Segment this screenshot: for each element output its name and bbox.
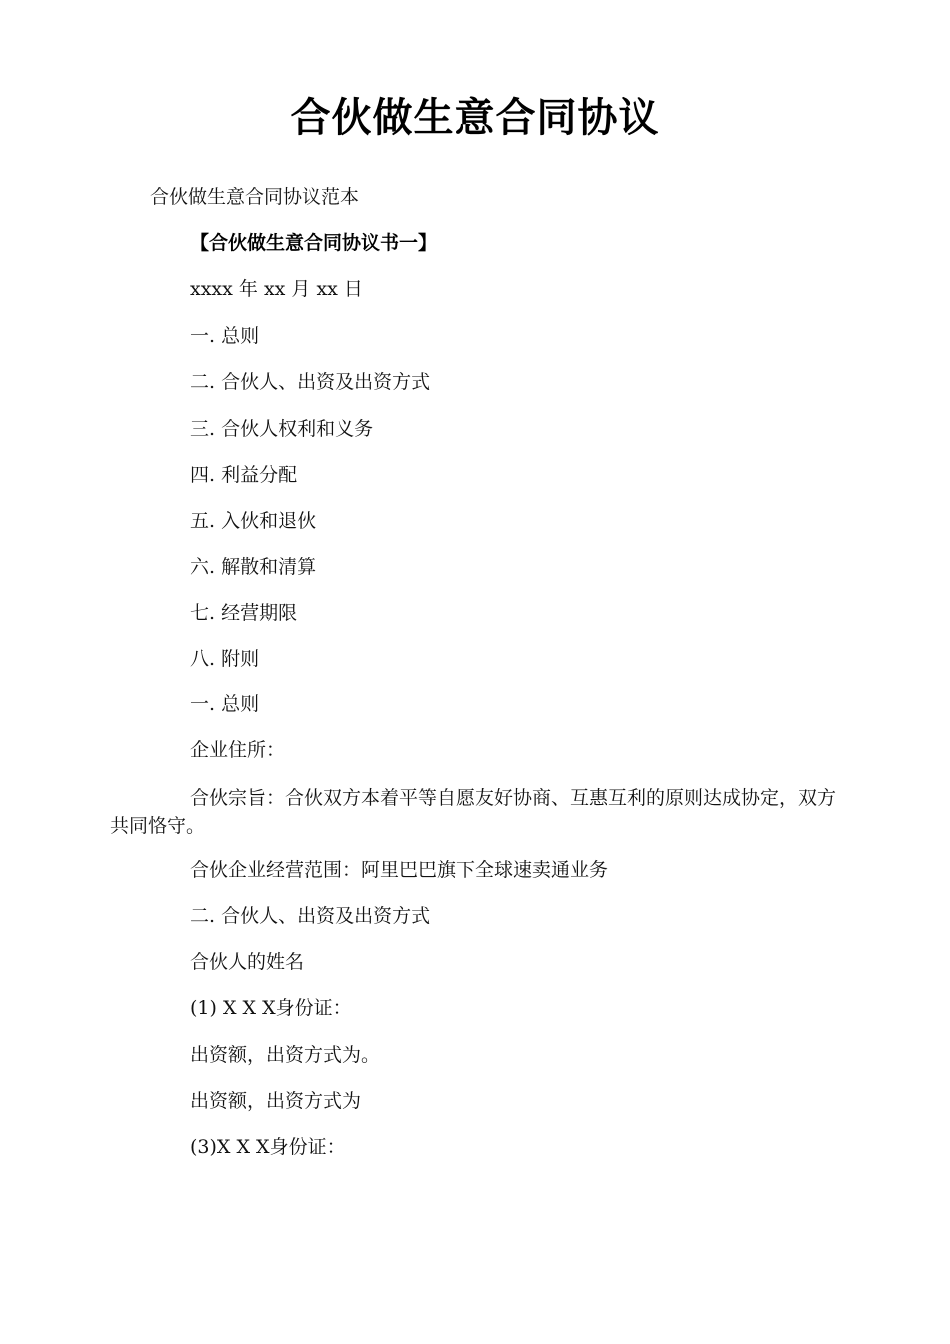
partner-3-line: (3)X X X身份证：: [190, 1136, 346, 1158]
document-subtitle: 合伙做生意合同协议范本: [150, 186, 360, 208]
toc-item: 二. 合伙人、出资及出资方式: [190, 371, 431, 393]
section-heading: 【合伙做生意合同协议书一】: [190, 232, 438, 254]
date-line: xxxx 年 xx 月 xx 日: [190, 278, 363, 300]
toc-item: 五. 入伙和退伙: [190, 510, 317, 532]
purpose-paragraph: 合伙宗旨：合伙双方本着平等自愿友好协商、互惠互利的原则达成协定，双方共同恪守。: [110, 787, 837, 837]
toc-item: 八. 附则: [190, 648, 260, 670]
document-title: 合伙做生意合同协议: [290, 95, 660, 141]
toc-item: 七. 经营期限: [190, 602, 298, 624]
contribution-line: 出资额，出资方式为: [190, 1090, 362, 1112]
scope-line: 合伙企业经营范围：阿里巴巴旗下全球速卖通业务: [190, 859, 609, 881]
toc-item: 一. 总则: [190, 325, 260, 347]
toc-item: 四. 利益分配: [190, 464, 298, 486]
contribution-line: 出资额，出资方式为。: [190, 1044, 381, 1066]
toc-item: 六. 解散和清算: [190, 556, 317, 578]
general-heading: 一. 总则: [190, 693, 260, 715]
toc-item: 三. 合伙人权利和义务: [190, 418, 374, 440]
partner-1-line: (1) X X X身份证：: [190, 997, 352, 1019]
address-line: 企业住所：: [190, 739, 286, 761]
partner-names-line: 合伙人的姓名: [190, 951, 305, 973]
partners-heading: 二. 合伙人、出资及出资方式: [190, 905, 431, 927]
